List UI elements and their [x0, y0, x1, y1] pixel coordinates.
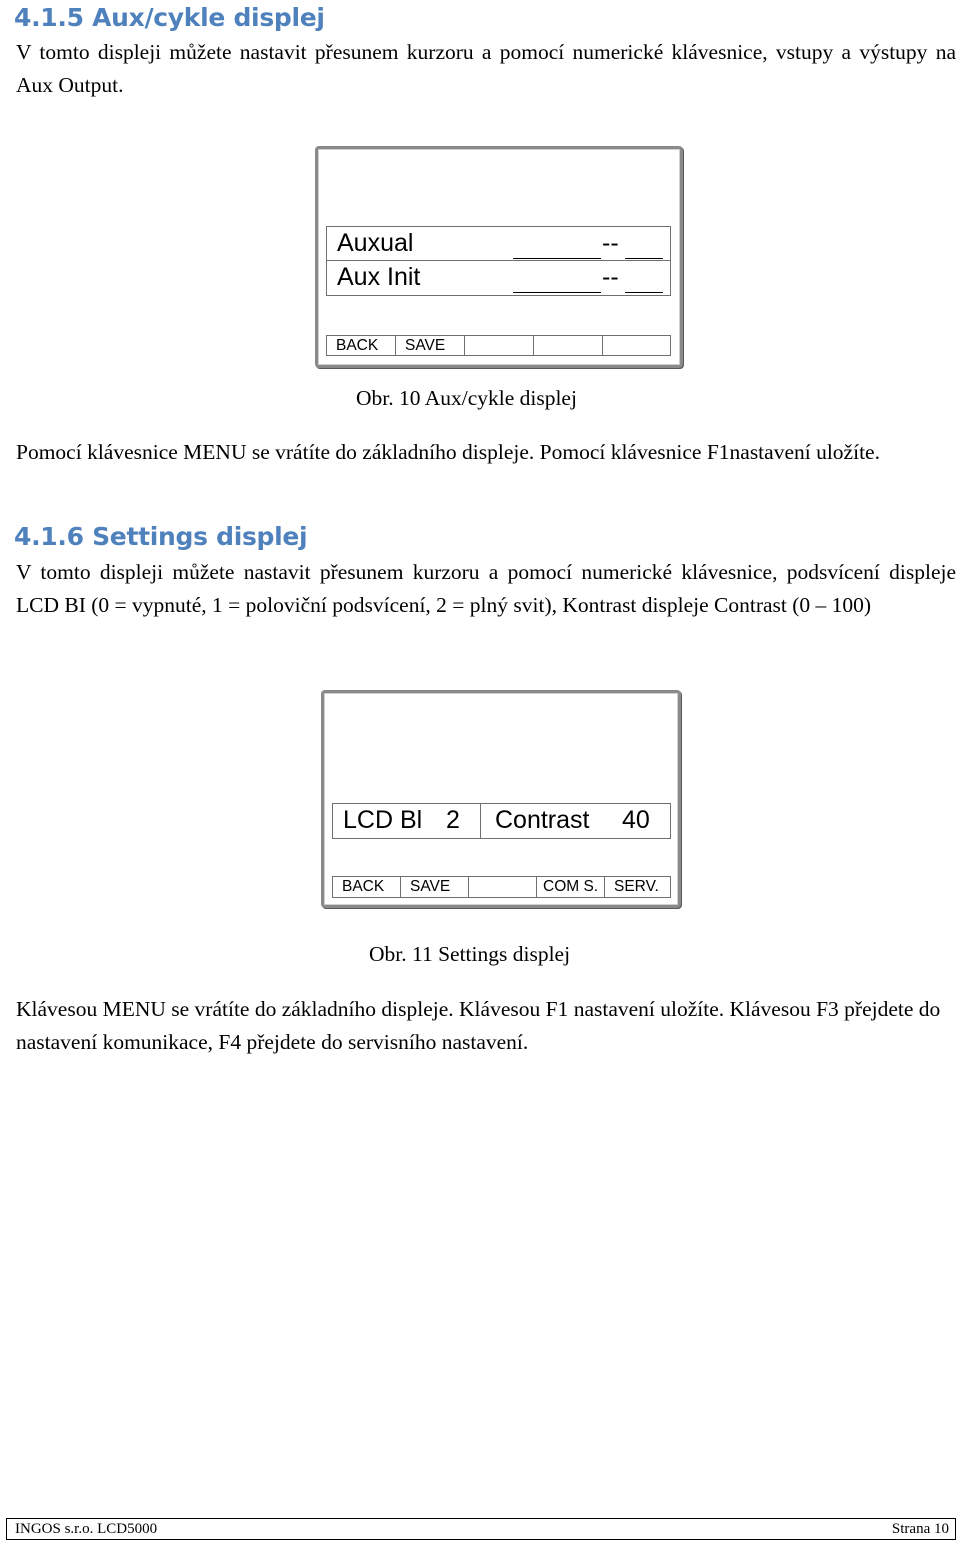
auxual-underline-left: [513, 258, 601, 259]
auxual-underline-right: [625, 258, 663, 259]
fkey-f3[interactable]: [465, 336, 534, 355]
lcd-bl-value: 2: [446, 806, 460, 834]
paragraph-menu-settings: Klávesou MENU se vrátíte do základního displeje. Klávesou F1 nastavení uložíte. Klávesou F3 přejdete do nastavení komunikace, F4 přejdete do servisního nastavení.: [16, 997, 941, 1054]
aux-init-value: --: [602, 263, 619, 291]
figure-caption-10: Obr. 10 Aux/cykle displej: [356, 386, 577, 410]
aux-init-label: Aux Init: [337, 263, 421, 291]
fkey-f3[interactable]: [469, 877, 537, 897]
settings-display-row: [332, 803, 671, 839]
aux-display-rows: [326, 226, 671, 296]
auxual-value: --: [602, 229, 619, 257]
row-divider: [327, 260, 670, 261]
aux-function-key-bar: [326, 335, 671, 356]
figure-caption-11: Obr. 11 Settings displej: [369, 942, 571, 966]
section-heading-aux: 4.1.5 Aux/cykle displej: [14, 3, 325, 32]
lcd-bl-label: LCD Bl: [343, 806, 423, 834]
aux-init-underline-right: [625, 292, 663, 293]
fkey-back[interactable]: BACK: [333, 877, 401, 897]
fkey-serv[interactable]: SERV.: [614, 878, 659, 895]
contrast-cell: [481, 804, 670, 838]
page-footer: [6, 1518, 956, 1540]
section-paragraph-settings: V tomto displeji můžete nastavit přesunem kurzoru a pomocí numerické klávesnice, podsvícení displeje LCD BI (0 = vypnuté, 1 = poloviční podsvícení, 2 = plný svit), Kontrast displeje Contrast (0 – 100): [16, 560, 956, 617]
section-paragraph-aux: V tomto displeji můžete nastavit přesunem kurzoru a pomocí numerické klávesnice, vstupy a výstupy na Aux Output.: [16, 40, 956, 97]
section-heading-settings: 4.1.6 Settings displej: [14, 522, 308, 551]
fkey-f4[interactable]: [534, 336, 603, 355]
settings-display-panel: [321, 690, 681, 908]
contrast-label: Contrast: [495, 806, 590, 834]
aux-init-underline-left: [513, 292, 601, 293]
contrast-value: 40: [622, 806, 650, 834]
lcd-bl-cell: [333, 804, 481, 838]
settings-function-key-bar: [332, 876, 671, 898]
fkey-back[interactable]: BACK: [327, 336, 396, 355]
paragraph-menu-aux: Pomocí klávesnice MENU se vrátíte do základního displeje. Pomocí klávesnice F1nastavení uložíte.: [16, 440, 880, 464]
fkey-save[interactable]: SAVE: [396, 336, 465, 355]
fkey-save[interactable]: SAVE: [401, 877, 469, 897]
auxual-label: Auxual: [337, 229, 414, 257]
fkey-f5[interactable]: [603, 336, 670, 355]
footer-page-number: Strana 10: [891, 1520, 949, 1537]
fkey-com-s[interactable]: COM S.: [537, 877, 605, 897]
aux-display-panel: [315, 146, 683, 368]
footer-company: INGOS s.r.o. LCD5000: [15, 1520, 158, 1537]
